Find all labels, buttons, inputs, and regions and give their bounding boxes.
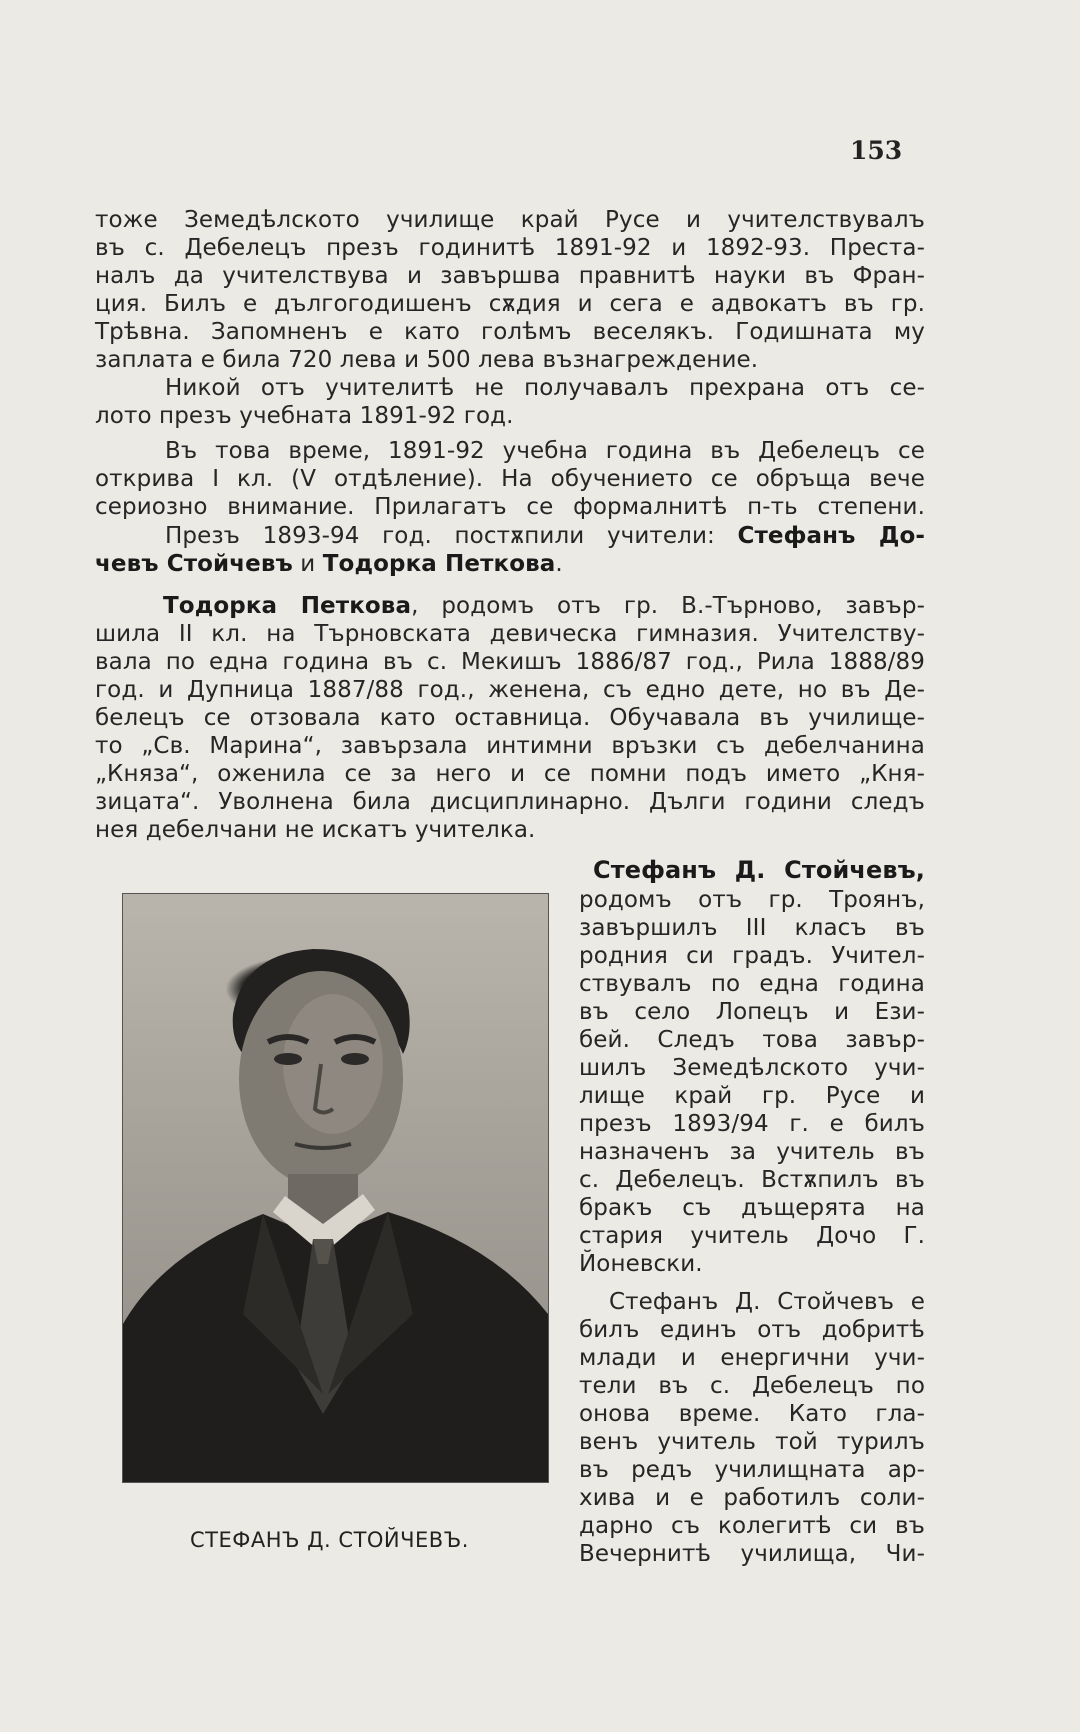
- column-line: бракъ съ дъщерята на: [579, 1195, 925, 1221]
- text-line: зицата“. Уволнена била дисциплинарно. Дълги години следъ: [95, 789, 925, 815]
- column-line: Йоневски.: [579, 1251, 703, 1277]
- conjunction: и: [292, 551, 323, 577]
- portrait-illustration: [123, 894, 548, 1482]
- text-line: открива I кл. (V отдѣление). На обучението се обръща вече: [95, 466, 925, 492]
- text-line: год. и Дупница 1887/88 год., женена, съ едно дете, но въ Де-: [95, 677, 925, 703]
- teacher-name: Стефанъ До-: [737, 523, 926, 549]
- petkova-first-rest: , родомъ отъ гр. В.-Търново, завър-: [411, 593, 925, 619]
- column-line: завършилъ III класъ въ: [579, 915, 925, 941]
- text-line: сериозно внимание. Прилагатъ се формалнитѣ п-ть степени.: [95, 494, 925, 520]
- column-line: тели въ с. Дебелецъ по: [579, 1373, 925, 1399]
- text-line: Трѣвна. Запомненъ е като голѣмъ веселякъ. Годишната му: [95, 319, 925, 345]
- stoychev-name: Стефанъ Д. Стойчевъ,: [593, 856, 925, 884]
- column-line: назначенъ за учитель въ: [579, 1139, 925, 1165]
- column-line: Вечернитѣ училища, Чи-: [579, 1541, 925, 1567]
- text-line: белецъ се отзовала като оставница. Обучавала въ училище-: [95, 705, 925, 731]
- teacher-name: Тодорка Петкова: [322, 551, 556, 577]
- text-line: тоже Земедѣлското училище край Русе и учителствувалъ: [95, 207, 925, 233]
- column-line: презъ 1893/94 г. е билъ: [579, 1111, 925, 1137]
- text-line: шила II кл. на Търновската девическа гимназия. Учителству-: [95, 621, 925, 647]
- column-line: с. Дебелецъ. Встѫпилъ въ: [579, 1167, 925, 1193]
- text-line: налъ да учителствува и завършва правнитѣ науки въ Фран-: [95, 263, 925, 289]
- petkova-name: Тодорка Петкова: [163, 593, 412, 619]
- text-line: Никой отъ учителитѣ не получавалъ прехрана отъ се-: [165, 375, 925, 401]
- text-line: Въ това време, 1891-92 учебна година въ Дебелецъ се: [165, 438, 925, 464]
- column-line: въ село Лопецъ и Ези-: [579, 999, 925, 1025]
- teachers-line: [95, 522, 925, 550]
- text-line: нея дебелчани не искатъ учителка.: [95, 817, 536, 843]
- text-line: лото презъ учебната 1891-92 год.: [95, 403, 514, 429]
- photo-caption: СТЕФАНЪ Д. СТОЙЧЕВЪ.: [190, 1528, 469, 1552]
- text-line: то „Св. Марина“, завързала интимни връзки съ дебелчанина: [95, 733, 925, 759]
- teacher-name: чевъ Стойчевъ: [95, 551, 293, 577]
- punctuation: .: [555, 551, 563, 577]
- column-line: родомъ отъ гр. Троянъ,: [579, 887, 925, 913]
- petkova-first-line: [95, 592, 925, 620]
- column-line: лище край гр. Русе и: [579, 1083, 925, 1109]
- teachers-line-cont: [95, 550, 925, 578]
- column-line: въ редъ училищната ар-: [579, 1457, 925, 1483]
- column-line: билъ единъ отъ добритѣ: [579, 1317, 925, 1343]
- column-line: родния си градъ. Учител-: [579, 943, 925, 969]
- column-line: хива и е работилъ соли-: [579, 1485, 925, 1511]
- text-line: вала по една година въ с. Мекишъ 1886/87 год., Рила 1888/89: [95, 649, 925, 675]
- column-line: бей. Следъ това завър-: [579, 1027, 925, 1053]
- text-line: заплата е била 720 лева и 500 лева възнагреждение.: [95, 347, 759, 373]
- teachers-prefix: Презъ 1893-94 год. постѫпили учители:: [165, 523, 738, 549]
- column-line: млади и енергични учи-: [579, 1345, 925, 1371]
- column-line: онова време. Като гла-: [579, 1401, 925, 1427]
- column-line: стария учитель Дочо Г.: [579, 1223, 925, 1249]
- column-line: венъ учитель той турилъ: [579, 1429, 925, 1455]
- page-number: 153: [850, 136, 903, 165]
- column-line: шилъ Земедѣлското учи-: [579, 1055, 925, 1081]
- column-line: ствувалъ по една година: [579, 971, 925, 997]
- text-line: въ с. Дебелецъ презъ годинитѣ 1891-92 и 1892-93. Преста-: [95, 235, 925, 261]
- column-line: Стефанъ Д. Стойчевъ е: [609, 1289, 925, 1315]
- portrait-photo: [122, 893, 549, 1483]
- text-line: „Княза“, оженила се за него и се помни подъ името „Кня-: [95, 761, 925, 787]
- column-line: дарно съ колегитѣ си въ: [579, 1513, 925, 1539]
- text-line: ция. Билъ е дългогодишенъ сѫдия и сега е адвокатъ въ гр.: [95, 291, 925, 317]
